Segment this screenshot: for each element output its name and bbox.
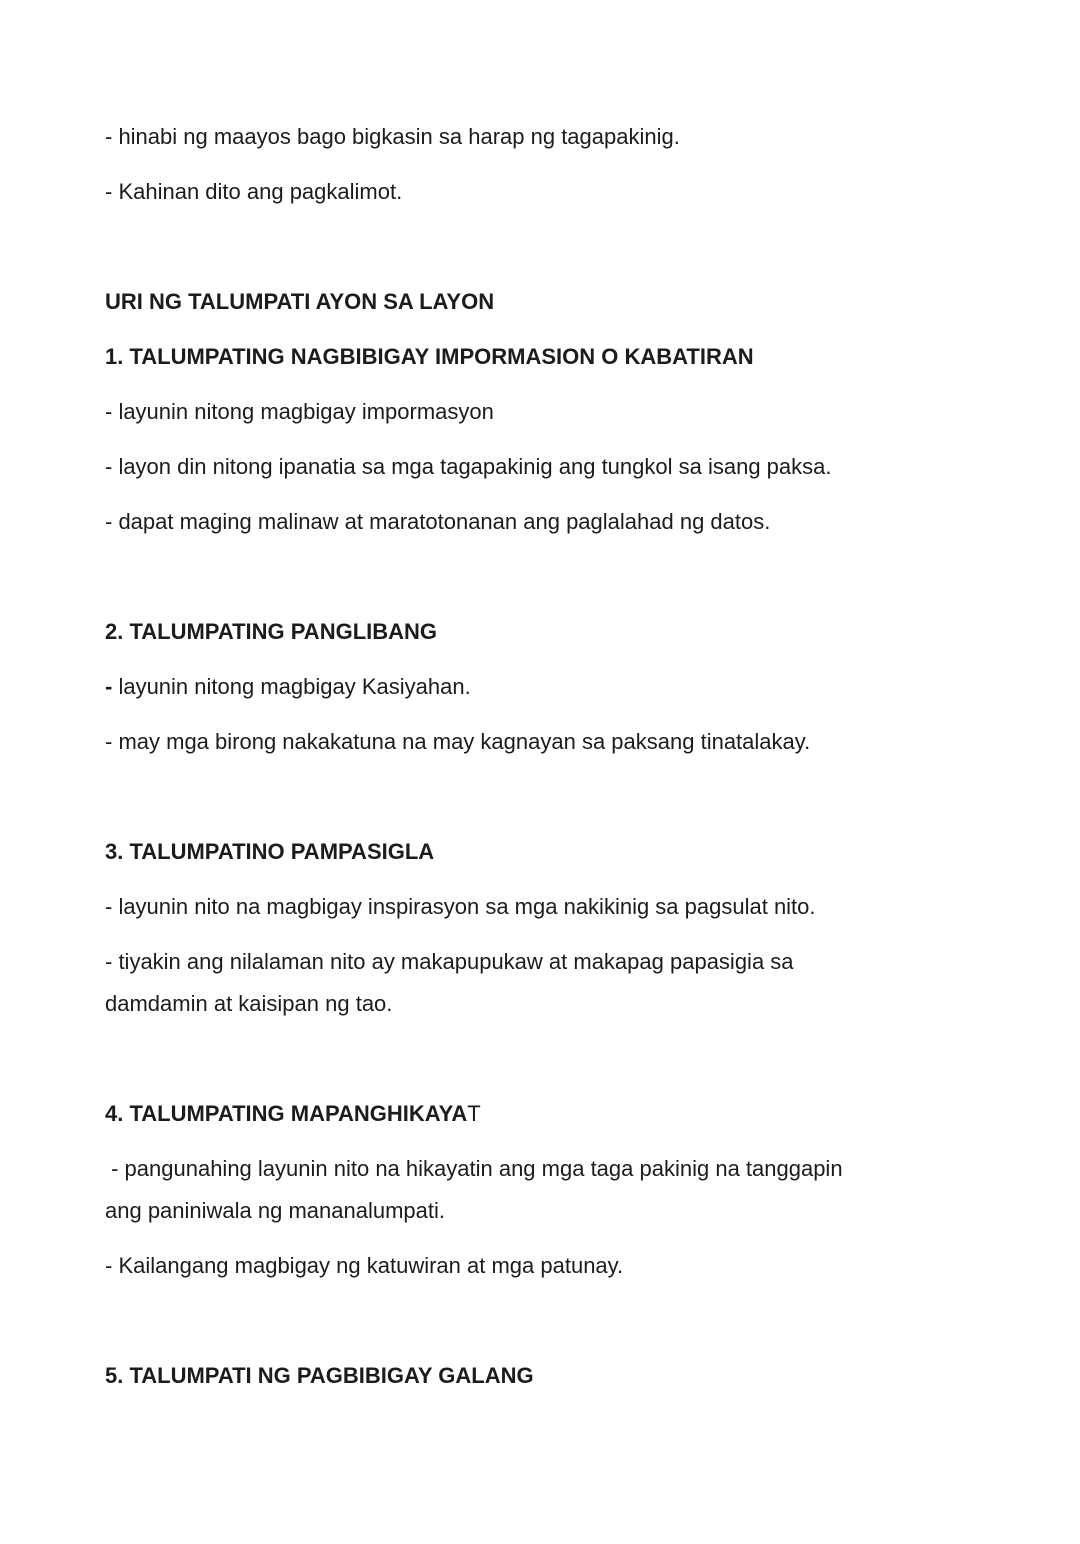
section-1-bullet-1: [105, 391, 985, 433]
section-2-heading: [105, 611, 985, 653]
section-3-bullet-1: [105, 886, 985, 928]
section-1-bullet-3: [105, 501, 985, 543]
bullet-text: - layunin nito na magbigay inspirasyon sa mga nakikinig sa pagsulat nito.: [105, 894, 816, 919]
section-heading-regular-part: T: [467, 1101, 481, 1126]
section-3-bullet-2: [105, 941, 985, 1025]
section-heading-bold-part: 4. TALUMPATING MAPANGHIKAYA: [105, 1101, 468, 1126]
section-2-bullet-2: [105, 721, 985, 763]
blank-line: [105, 226, 985, 281]
section-heading-text: 1. TALUMPATING NAGBIBIGAY IMPORMASION O KABATIRAN: [105, 344, 754, 369]
bullet-text-rest: layunin nitong magbigay Kasiyahan.: [112, 674, 471, 699]
intro-bullet-1: [105, 116, 985, 158]
bullet-text-line-1: - pangunahing layunin nito na hikayatin ang mga taga pakinig na tanggapin: [105, 1156, 843, 1181]
bullet-text: - dapat maging malinaw at maratotonanan ang paglalahad ng datos.: [105, 509, 771, 534]
blank-line: [105, 1038, 985, 1093]
section-1-bullet-2: [105, 446, 985, 488]
bullet-text: - layon din nitong ipanatia sa mga tagapakinig ang tungkol sa isang paksa.: [105, 454, 832, 479]
blank-line: [105, 1300, 985, 1355]
bullet-text: - may mga birong nakakatuna na may kagnayan sa paksang tinatalakay.: [105, 729, 811, 754]
section-3-heading: [105, 831, 985, 873]
section-5-heading: [105, 1355, 985, 1397]
main-heading: [105, 281, 985, 323]
bullet-text-line-2: damdamin at kaisipan ng tao.: [105, 991, 393, 1016]
blank-line: [105, 776, 985, 831]
bullet-text: - Kailangang magbigay ng katuwiran at mga patunay.: [105, 1253, 624, 1278]
section-4-bullet-1: [105, 1148, 985, 1232]
intro-bullet-2: [105, 171, 985, 213]
bullet-text: - Kahinan dito ang pagkalimot.: [105, 179, 403, 204]
section-heading-text: 5. TALUMPATI NG PAGBIBIGAY GALANG: [105, 1363, 534, 1388]
section-4-bullet-2: [105, 1245, 985, 1287]
section-heading-text: 2. TALUMPATING PANGLIBANG: [105, 619, 438, 644]
bullet-text: - layunin nitong magbigay impormasyon: [105, 399, 494, 424]
bullet-text: - hinabi ng maayos bago bigkasin sa harap ng tagapakinig.: [105, 124, 680, 149]
bullet-text-line-1: - tiyakin ang nilalaman nito ay makapupukaw at makapag papasigia sa: [105, 949, 794, 974]
main-heading-text: URI NG TALUMPATI AYON SA LAYON: [105, 289, 495, 314]
blank-line: [105, 556, 985, 611]
bold-dash: -: [105, 674, 113, 699]
section-heading-text: 3. TALUMPATINO PAMPASIGLA: [105, 839, 435, 864]
section-2-bullet-1: [105, 666, 985, 708]
bullet-text: [105, 666, 985, 708]
section-4-heading: [105, 1093, 985, 1135]
section-1-heading: [105, 336, 985, 378]
bullet-text-line-2: ang paniniwala ng mananalumpati.: [105, 1198, 446, 1223]
section-heading-text: [105, 1093, 985, 1135]
